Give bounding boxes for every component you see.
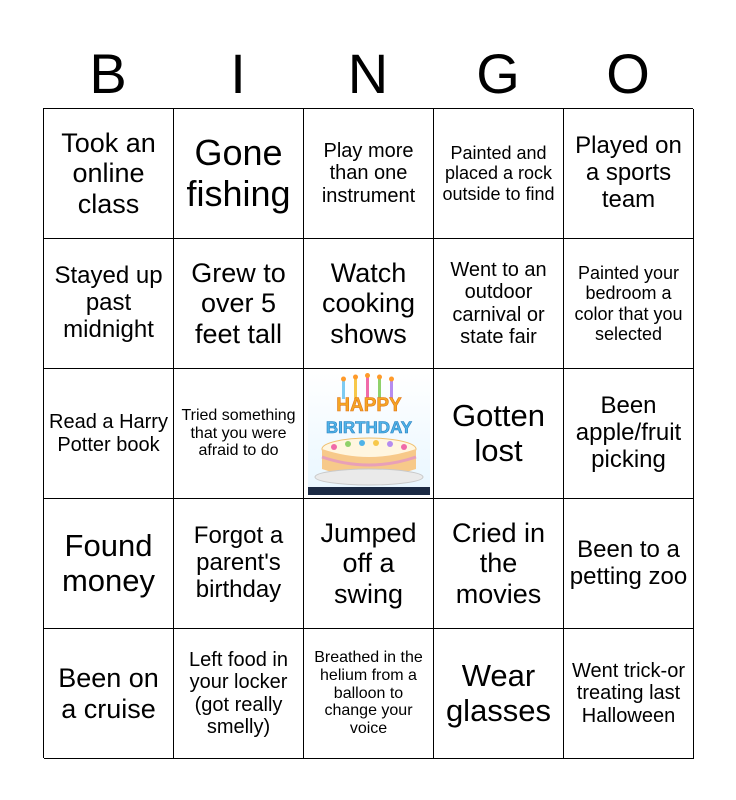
bingo-cell[interactable]: Forgot a parent's birthday [174, 499, 304, 629]
bingo-cell[interactable]: Painted your bedroom a color that you selected [564, 239, 694, 369]
bingo-cell[interactable]: Took an online class [44, 109, 174, 239]
bingo-card [43, 108, 693, 758]
bingo-cell[interactable]: Read a Harry Potter book [44, 369, 174, 499]
svg-text:HAPPY: HAPPY [335, 394, 402, 416]
bingo-cell[interactable]: Tried something that you were afraid to do [174, 369, 304, 499]
bingo-cell[interactable]: Gone fishing [174, 109, 304, 239]
bingo-cell[interactable]: Been on a cruise [44, 629, 174, 759]
bingo-cell[interactable]: Gotten lost [434, 369, 564, 499]
svg-text:BIRTHDAY: BIRTHDAY [325, 417, 412, 437]
header-letter-n: N [347, 42, 389, 105]
bingo-cell[interactable]: Breathed in the helium from a balloon to change your voice [304, 629, 434, 759]
birthday-cake-icon [308, 373, 430, 495]
bingo-cell[interactable]: Played on a sports team [564, 109, 694, 239]
bingo-header [43, 40, 693, 108]
bingo-cell[interactable]: Found money [44, 499, 174, 629]
bingo-cell[interactable]: Watch cooking shows [304, 239, 434, 369]
header-letter-g: G [476, 42, 520, 105]
bingo-cell[interactable]: Grew to over 5 feet tall [174, 239, 304, 369]
bingo-cell[interactable]: Stayed up past midnight [44, 239, 174, 369]
bingo-cell[interactable]: Been to a petting zoo [564, 499, 694, 629]
bingo-cell[interactable]: Went to an outdoor carnival or state fair [434, 239, 564, 369]
bingo-cell[interactable]: Left food in your locker (got really smelly) [174, 629, 304, 759]
bingo-cell[interactable]: Jumped off a swing [304, 499, 434, 629]
bingo-cell[interactable]: Cried in the movies [434, 499, 564, 629]
header-letter-i: I [230, 42, 246, 105]
header-letter-b: B [89, 42, 127, 105]
free-space[interactable] [304, 369, 434, 499]
bingo-cell[interactable]: Went trick-or treating last Halloween [564, 629, 694, 759]
bingo-cell[interactable]: Been apple/fruit picking [564, 369, 694, 499]
header-letter-o: O [606, 42, 650, 105]
bingo-cell[interactable]: Wear glasses [434, 629, 564, 759]
bingo-cell[interactable]: Painted and placed a rock outside to find [434, 109, 564, 239]
bingo-cell[interactable]: Play more than one instrument [304, 109, 434, 239]
